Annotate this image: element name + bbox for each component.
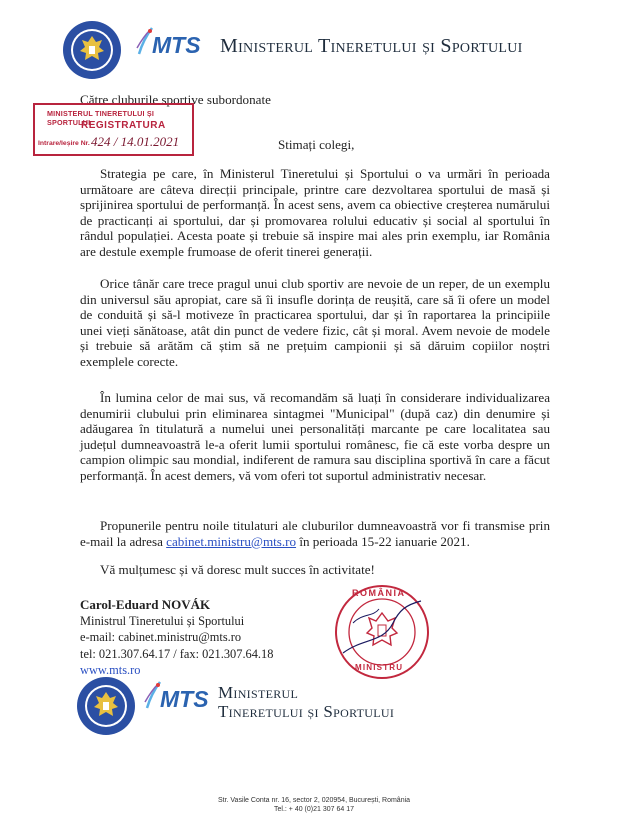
closing: Vă mulțumesc și vă doresc mult succes în activitate!: [100, 562, 375, 577]
signatory-phone: tel: 021.307.64.17 / fax: 021.307.64.18: [80, 646, 274, 661]
addressee: Către cluburile sportive subordonate: [80, 92, 271, 107]
signatory-role: Ministrul Tineretului și Sportului: [80, 614, 245, 629]
paragraph-2: [80, 276, 550, 370]
registry-stamp-line2: REGISTRATURA: [81, 120, 166, 131]
proposal-text-after: în perioada 15-22 ianuarie 2021.: [296, 533, 470, 549]
signatory-email[interactable]: e-mail: cabinet.ministru@mts.ro: [80, 630, 242, 645]
footer-mts-swoosh-icon: [144, 680, 162, 710]
paragraph-1-text: Strategia pe care, în Ministerul Tineretului și Sportului o va urmări în perioada următoare are câteva direcții principale, printre care dezvoltarea sportului de masă și sprijinirea sportului de performanță. În acest sens, avem ca obiective creșterea numărului de practicanți ai sportului, dar și promovarea rolului educativ și social al sportului în rândul populației. Acesta poate și trebuie să inspire mai ales prin exemplu, iar România are destule exemple frumoase de oferit tinerei generații.: [80, 166, 550, 259]
footer-ministry-line1: Ministerul: [218, 683, 299, 702]
salutation: Stimați colegi,: [278, 137, 355, 152]
stamp-top-text: ROMÂNIA: [352, 588, 406, 598]
footer-government-seal-icon: [76, 676, 136, 736]
government-seal-icon: [62, 20, 122, 80]
proposal-text-before: Propunerile pentru noile titulaturi ale cluburilor dumneavoastră vor fi transmise prin e-mail la adresa: [80, 518, 550, 549]
signatory-website[interactable]: www.mts.ro: [80, 662, 141, 677]
footer-phone: Tel.: + 40 (0)21 307 64 17: [274, 806, 354, 813]
paragraph-3: [80, 390, 550, 484]
registry-stamp-line1: MINISTERUL TINERETULUI ȘI SPORTULUI: [47, 109, 155, 127]
signature-block: [80, 597, 273, 678]
mts-logo-text: MTS: [152, 32, 201, 58]
paragraph-2-text: Orice tânăr care trece pragul unui club sportiv are nevoie de un reper, de un exemplu din universul său apropiat, care să îi insufle dorința de reușită, care să îi ofere un model de conduită și să-l motiveze în practicarea sportului, dar și în raportarea la principiile unei vieți sănătoase, atât din punct de vedere fizic, cât și moral. Avem nevoie de modele și trebuie să arătăm că știm să ne prețuim campionii și să dăruim copiilor noștri exemplele corecte.: [80, 276, 550, 369]
official-stamp: [333, 583, 431, 681]
paragraph-3-text: În lumina celor de mai sus, vă recomandăm să luați în considerare individualizarea denumirii clubului prin eliminarea sintagmei "Municipal" (după caz) din denumire și adăugarea în titulatură a numelui unei personalități marcante pe care localitatea sau județul dumneavoastră le-a oferit lumii sportului românesc, fie că este vorba despre un campion olimpic sau mondial, indiferent de ramura sau disciplina sportivă în care a făcut performanță. În acest demers, vă vom oferi tot suportul administrativ necesar.: [80, 390, 550, 483]
registry-stamp: [33, 103, 194, 156]
proposal-paragraph: [80, 518, 550, 549]
mts-swoosh-icon: [136, 26, 154, 56]
ministry-title: Ministerul Tineretului și Sportului: [220, 35, 523, 57]
footer-address: Str. Vasile Conta nr. 16, sector 2, 020954, București, România: [217, 797, 411, 804]
signatory-name: Carol-Eduard NOVÁK: [80, 597, 211, 612]
registry-stamp-line3: Intrare/Ieșire Nr.: [38, 140, 90, 147]
proposal-email-link[interactable]: cabinet.ministru@mts.ro: [166, 533, 297, 549]
footer-ministry-title: [218, 683, 394, 721]
mts-logo: [140, 32, 201, 59]
footer-mts-logo: [148, 686, 209, 713]
paragraph-1: [80, 166, 550, 260]
footer-ministry-line2: Tineretului și Sportului: [218, 702, 395, 721]
registry-stamp-number: 424 / 14.01.2021: [91, 134, 180, 149]
footer-mts-logo-text: MTS: [160, 686, 209, 712]
stamp-bottom-text: MINISTRU: [355, 663, 404, 672]
